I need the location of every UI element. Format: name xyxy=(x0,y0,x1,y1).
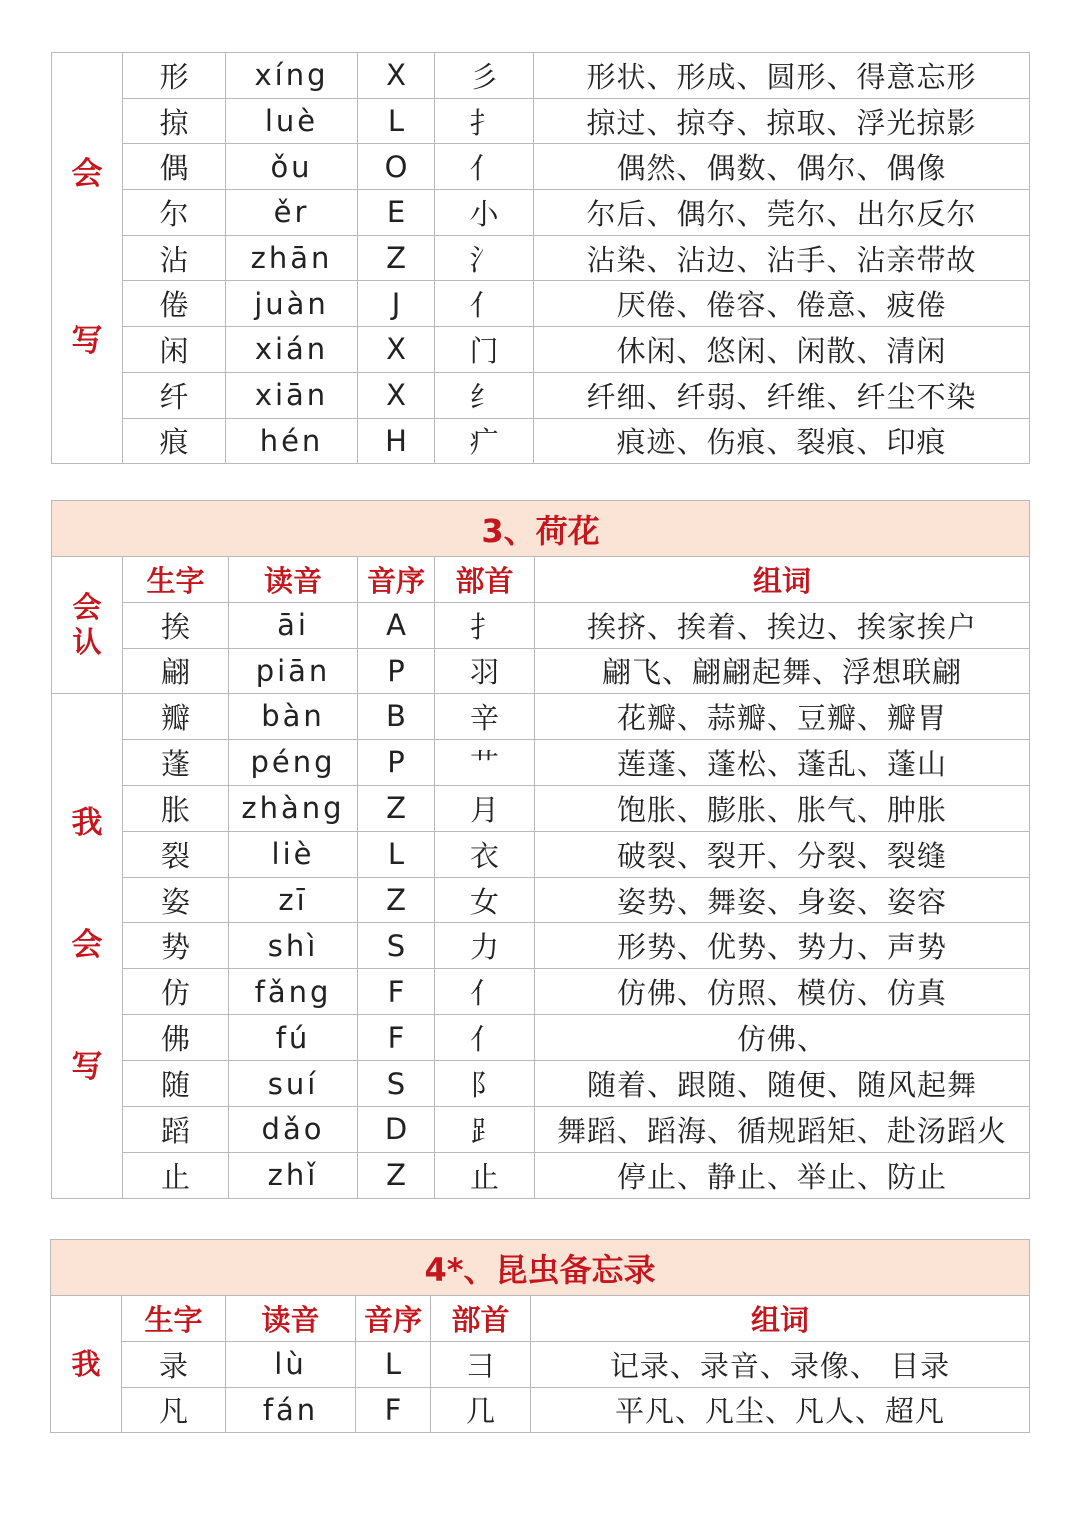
header-words: 组词 xyxy=(531,1296,1030,1342)
pinyin-cell: piān xyxy=(229,648,358,694)
radical-cell: 亻 xyxy=(435,969,535,1015)
table-row xyxy=(51,1342,1030,1388)
table-row xyxy=(52,98,1030,144)
letter-cell: H xyxy=(358,418,435,464)
words-cell: 姿势、舞姿、身姿、姿容 xyxy=(535,877,1030,923)
side-char: 会 xyxy=(71,927,103,964)
letter-cell: B xyxy=(358,694,435,740)
radical-cell: 亻 xyxy=(435,144,534,190)
char-cell: 瓣 xyxy=(123,694,229,740)
table-row xyxy=(52,1015,1030,1061)
pinyin-cell: luè xyxy=(226,98,358,144)
char-cell: 沾 xyxy=(123,235,226,281)
char-cell: 翩 xyxy=(123,648,229,694)
words-cell: 平凡、凡尘、凡人、超凡 xyxy=(531,1387,1030,1433)
side-char: 写 xyxy=(71,323,103,360)
pinyin-cell: zhàng xyxy=(229,785,358,831)
table-row xyxy=(51,1387,1030,1433)
char-cell: 佛 xyxy=(123,1015,229,1061)
radical-cell: 亻 xyxy=(435,281,534,327)
side-char: 我 xyxy=(71,1346,101,1381)
char-cell: 偶 xyxy=(123,144,226,190)
letter-cell: O xyxy=(358,144,435,190)
words-cell: 厌倦、倦容、倦意、疲倦 xyxy=(534,281,1030,327)
table-row xyxy=(52,418,1030,464)
radical-cell: 衣 xyxy=(435,831,535,877)
letter-cell: X xyxy=(358,372,435,418)
side-label-write xyxy=(52,694,123,1199)
words-cell: 形势、优势、势力、声势 xyxy=(535,923,1030,969)
pinyin-cell: dǎo xyxy=(229,1107,358,1153)
table-row xyxy=(52,1152,1030,1198)
header-char: 生字 xyxy=(122,1296,226,1342)
pinyin-cell: lù xyxy=(226,1342,356,1388)
header-letter: 音序 xyxy=(358,557,435,603)
side-char: 认 xyxy=(72,625,102,659)
char-cell: 蓬 xyxy=(123,739,229,785)
table-row xyxy=(52,327,1030,373)
letter-cell: S xyxy=(358,923,435,969)
letter-cell: P xyxy=(358,648,435,694)
char-cell: 止 xyxy=(123,1152,229,1198)
table-row xyxy=(52,739,1030,785)
words-cell: 破裂、裂开、分裂、裂缝 xyxy=(535,831,1030,877)
char-cell: 挨 xyxy=(123,603,229,649)
pinyin-cell: juàn xyxy=(226,281,358,327)
radical-cell: 彐 xyxy=(431,1342,531,1388)
pinyin-cell: xiān xyxy=(226,372,358,418)
letter-cell: X xyxy=(358,53,435,99)
letter-cell: Z xyxy=(358,877,435,923)
side-label-write xyxy=(51,1296,122,1433)
char-cell: 录 xyxy=(122,1342,226,1388)
radical-cell: 氵 xyxy=(435,235,534,281)
words-cell: 形状、形成、圆形、得意忘形 xyxy=(534,53,1030,99)
words-cell: 饱胀、膨胀、胀气、肿胀 xyxy=(535,785,1030,831)
char-cell: 掠 xyxy=(123,98,226,144)
char-cell: 痕 xyxy=(123,418,226,464)
words-cell: 停止、静止、举止、防止 xyxy=(535,1152,1030,1198)
letter-cell: P xyxy=(358,739,435,785)
table-row xyxy=(52,785,1030,831)
radical-cell: 阝 xyxy=(435,1061,535,1107)
radical-cell: 小 xyxy=(435,190,534,236)
letter-cell: F xyxy=(356,1387,431,1433)
radical-cell: 辛 xyxy=(435,694,535,740)
table-row xyxy=(52,694,1030,740)
side-char: 会 xyxy=(71,155,103,192)
header-pinyin: 读音 xyxy=(229,557,358,603)
pinyin-cell: zhān xyxy=(226,235,358,281)
pinyin-cell: shì xyxy=(229,923,358,969)
words-cell: 记录、录音、录像、 目录 xyxy=(531,1342,1030,1388)
table-section-1 xyxy=(51,52,1030,464)
table-row xyxy=(52,831,1030,877)
pinyin-cell: suí xyxy=(229,1061,358,1107)
words-cell: 随着、跟随、随便、随风起舞 xyxy=(535,1061,1030,1107)
radical-cell: 艹 xyxy=(435,739,535,785)
radical-cell: 疒 xyxy=(435,418,534,464)
letter-cell: L xyxy=(358,831,435,877)
table-row xyxy=(52,1061,1030,1107)
radical-cell: 女 xyxy=(435,877,535,923)
table-row xyxy=(52,144,1030,190)
words-cell: 尔后、偶尔、莞尔、出尔反尔 xyxy=(534,190,1030,236)
header-char: 生字 xyxy=(123,557,229,603)
letter-cell: L xyxy=(356,1342,431,1388)
side-char: 会 xyxy=(72,590,102,625)
table-row xyxy=(52,648,1030,694)
table-section-2 xyxy=(51,500,1030,1199)
words-cell: 仿佛、仿照、模仿、仿真 xyxy=(535,969,1030,1015)
letter-cell: F xyxy=(358,969,435,1015)
char-cell: 凡 xyxy=(122,1387,226,1433)
words-cell: 挨挤、挨着、挨边、挨家挨户 xyxy=(535,603,1030,649)
letter-cell: E xyxy=(358,190,435,236)
side-label-recognize xyxy=(52,557,123,694)
radical-cell: 力 xyxy=(435,923,535,969)
radical-cell: 彡 xyxy=(435,53,534,99)
pinyin-cell: xián xyxy=(226,327,358,373)
char-cell: 随 xyxy=(123,1061,229,1107)
pinyin-cell: āi xyxy=(229,603,358,649)
radical-cell: 纟 xyxy=(435,372,534,418)
letter-cell: A xyxy=(358,603,435,649)
pinyin-cell: zhǐ xyxy=(229,1152,358,1198)
table-row xyxy=(52,53,1030,99)
pinyin-cell: fǎng xyxy=(229,969,358,1015)
letter-cell: Z xyxy=(358,785,435,831)
radical-cell: 止 xyxy=(435,1152,535,1198)
lesson-title: 4*、昆虫备忘录 xyxy=(51,1240,1030,1296)
table-row xyxy=(52,281,1030,327)
table-row xyxy=(52,235,1030,281)
table-row xyxy=(52,877,1030,923)
radical-cell: 亻 xyxy=(435,1015,535,1061)
words-cell: 沾染、沾边、沾手、沾亲带故 xyxy=(534,235,1030,281)
header-words: 组词 xyxy=(535,557,1030,603)
table-row xyxy=(52,923,1030,969)
words-cell: 翩飞、翩翩起舞、浮想联翩 xyxy=(535,648,1030,694)
header-pinyin: 读音 xyxy=(226,1296,356,1342)
char-cell: 闲 xyxy=(123,327,226,373)
table-row xyxy=(52,969,1030,1015)
letter-cell: X xyxy=(358,327,435,373)
char-cell: 纤 xyxy=(123,372,226,418)
pinyin-cell: ǒu xyxy=(226,144,358,190)
letter-cell: Z xyxy=(358,1152,435,1198)
pinyin-cell: bàn xyxy=(229,694,358,740)
pinyin-cell: fú xyxy=(229,1015,358,1061)
table-row xyxy=(52,603,1030,649)
char-cell: 胀 xyxy=(123,785,229,831)
pinyin-cell: péng xyxy=(229,739,358,785)
pinyin-cell: hén xyxy=(226,418,358,464)
header-radical: 部首 xyxy=(435,557,535,603)
char-cell: 形 xyxy=(123,53,226,99)
words-cell: 休闲、悠闲、闲散、清闲 xyxy=(534,327,1030,373)
letter-cell: J xyxy=(358,281,435,327)
char-cell: 姿 xyxy=(123,877,229,923)
words-cell: 舞蹈、蹈海、循规蹈矩、赴汤蹈火 xyxy=(535,1107,1030,1153)
char-cell: 裂 xyxy=(123,831,229,877)
header-letter: 音序 xyxy=(356,1296,431,1342)
letter-cell: S xyxy=(358,1061,435,1107)
words-cell: 纤细、纤弱、纤维、纤尘不染 xyxy=(534,372,1030,418)
side-label-write xyxy=(52,53,123,464)
radical-cell: 扌 xyxy=(435,98,534,144)
char-cell: 蹈 xyxy=(123,1107,229,1153)
pinyin-cell: xíng xyxy=(226,53,358,99)
side-char: 写 xyxy=(71,1049,103,1086)
char-cell: 仿 xyxy=(123,969,229,1015)
table-row xyxy=(52,372,1030,418)
lesson-title: 3、荷花 xyxy=(52,501,1030,557)
pinyin-cell: fán xyxy=(226,1387,356,1433)
radical-cell: ⻊ xyxy=(435,1107,535,1153)
radical-cell: 羽 xyxy=(435,648,535,694)
pinyin-cell: ěr xyxy=(226,190,358,236)
table-section-3 xyxy=(50,1239,1030,1433)
letter-cell: F xyxy=(358,1015,435,1061)
words-cell: 痕迹、伤痕、裂痕、印痕 xyxy=(534,418,1030,464)
char-cell: 倦 xyxy=(123,281,226,327)
pinyin-cell: zī xyxy=(229,877,358,923)
words-cell: 偶然、偶数、偶尔、偶像 xyxy=(534,144,1030,190)
pinyin-cell: liè xyxy=(229,831,358,877)
radical-cell: 扌 xyxy=(435,603,535,649)
char-cell: 势 xyxy=(123,923,229,969)
radical-cell: 月 xyxy=(435,785,535,831)
words-cell: 莲蓬、蓬松、蓬乱、蓬山 xyxy=(535,739,1030,785)
letter-cell: D xyxy=(358,1107,435,1153)
table-row xyxy=(52,1107,1030,1153)
char-cell: 尔 xyxy=(123,190,226,236)
radical-cell: 几 xyxy=(431,1387,531,1433)
side-char: 我 xyxy=(71,805,103,842)
words-cell: 花瓣、蒜瓣、豆瓣、瓣胃 xyxy=(535,694,1030,740)
words-cell: 掠过、掠夺、掠取、浮光掠影 xyxy=(534,98,1030,144)
table-row xyxy=(52,190,1030,236)
letter-cell: L xyxy=(358,98,435,144)
header-radical: 部首 xyxy=(431,1296,531,1342)
radical-cell: 门 xyxy=(435,327,534,373)
words-cell: 仿佛、 xyxy=(535,1015,1030,1061)
letter-cell: Z xyxy=(358,235,435,281)
